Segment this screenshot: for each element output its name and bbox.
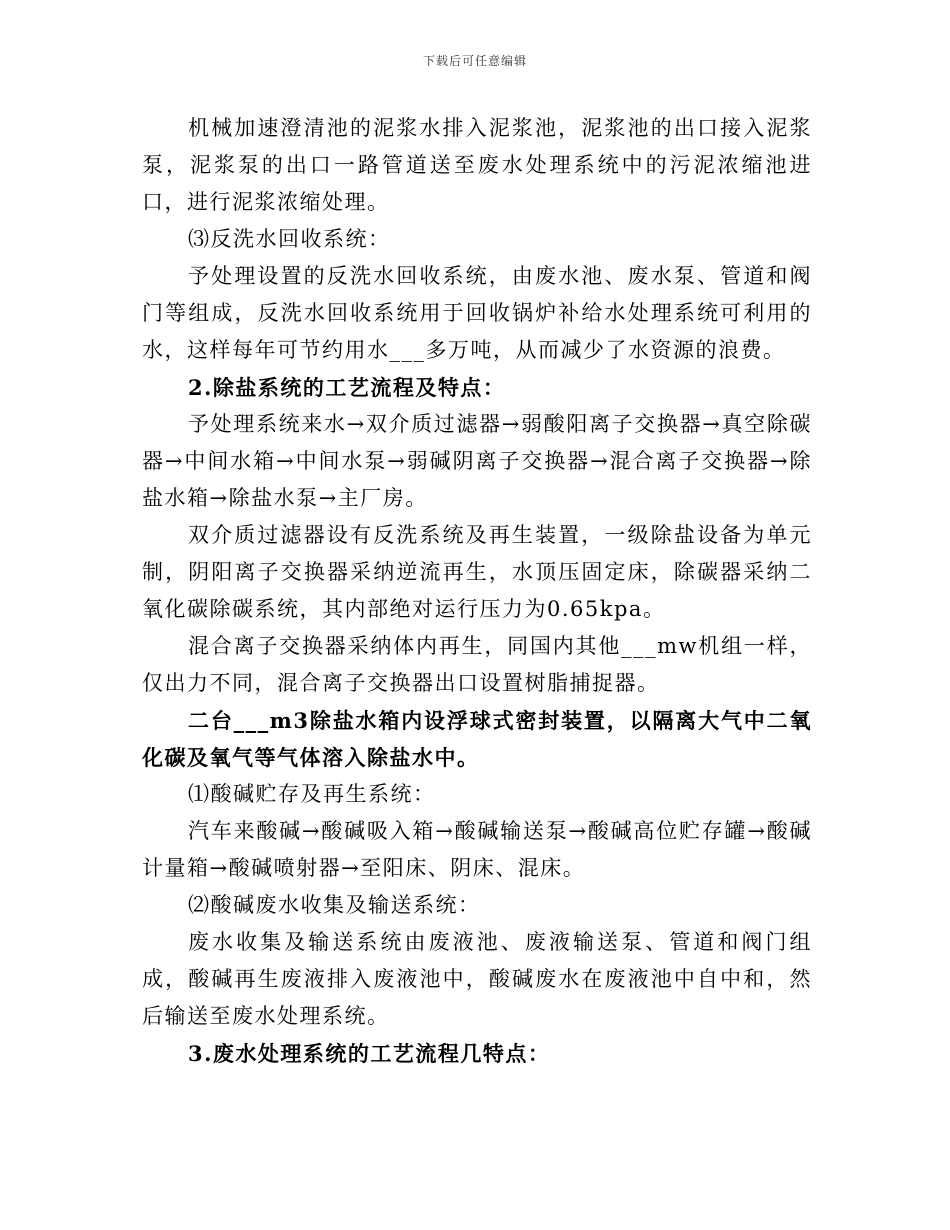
- paragraph-mixed-bed: 混合离子交换器采纳体内再生，同国内其他___mw机组一样，仅出力不同，混合离子交换器出口设置树脂捕捉器。: [142, 634, 812, 695]
- paragraph-wastewater-collection: 废水收集及输送系统由废液池、废液输送泵、管道和阀门组成，酸碱再生废液排入废液池中，酸碱废水在废液池中自中和，然后输送至废水处理系统。: [142, 930, 812, 1028]
- paragraph-desalination-flow: 予处理系统来水→双介质过滤器→弱酸阳离子交换器→真空除碳器→中间水箱→中间水泵→弱碱阴离子交换器→混合离子交换器→除盐水箱→除盐水泵→主厂房。: [142, 412, 812, 510]
- heading-backwash-recovery: ⑶反洗水回收系统：: [188, 227, 391, 251]
- document-body: [142, 110, 812, 1072]
- page-header: 下载后可任意编辑: [422, 54, 527, 68]
- paragraph-backwash-recovery: 予处理设置的反洗水回收系统，由废水池、废水泵、管道和阀门等组成，反洗水回收系统用于回收锅炉补给水处理系统可利用的水，这样每年可节约用水___多万吨，从而减少了水资源的浪费。: [142, 264, 812, 362]
- section-heading-desalination: 2.除盐系统的工艺流程及特点：: [188, 375, 506, 400]
- heading-acid-alkali-wastewater: ⑵酸碱废水收集及输送系统：: [188, 893, 481, 917]
- paragraph-mud-water: 机械加速澄清池的泥浆水排入泥浆池，泥浆池的出口接入泥浆泵，泥浆泵的出口一路管道送至废水处理系统中的污泥浓缩池进口，进行泥浆浓缩处理。: [142, 116, 812, 214]
- section-heading-wastewater: 3.废水处理系统的工艺流程几特点：: [188, 1041, 551, 1066]
- paragraph-acid-alkali-flow: 汽车来酸碱→酸碱吸入箱→酸碱输送泵→酸碱高位贮存罐→酸碱计量箱→酸碱喷射器→至阳床、阴床、混床。: [142, 819, 812, 880]
- paragraph-tank-seal: 二台___m3除盐水箱内设浮球式密封装置，以隔离大气中二氧化碳及氧气等气体溶入除盐水中。: [142, 708, 812, 770]
- paragraph-filter-description: 双介质过滤器设有反洗系统及再生装置，一级除盐设备为单元制，阴阳离子交换器采纳逆流再生，水顶压固定床，除碳器采纳二氧化碳除碳系统，其内部绝对运行压力为0.65kpa。: [142, 523, 812, 621]
- heading-acid-alkali-storage: ⑴酸碱贮存及再生系统：: [188, 782, 436, 806]
